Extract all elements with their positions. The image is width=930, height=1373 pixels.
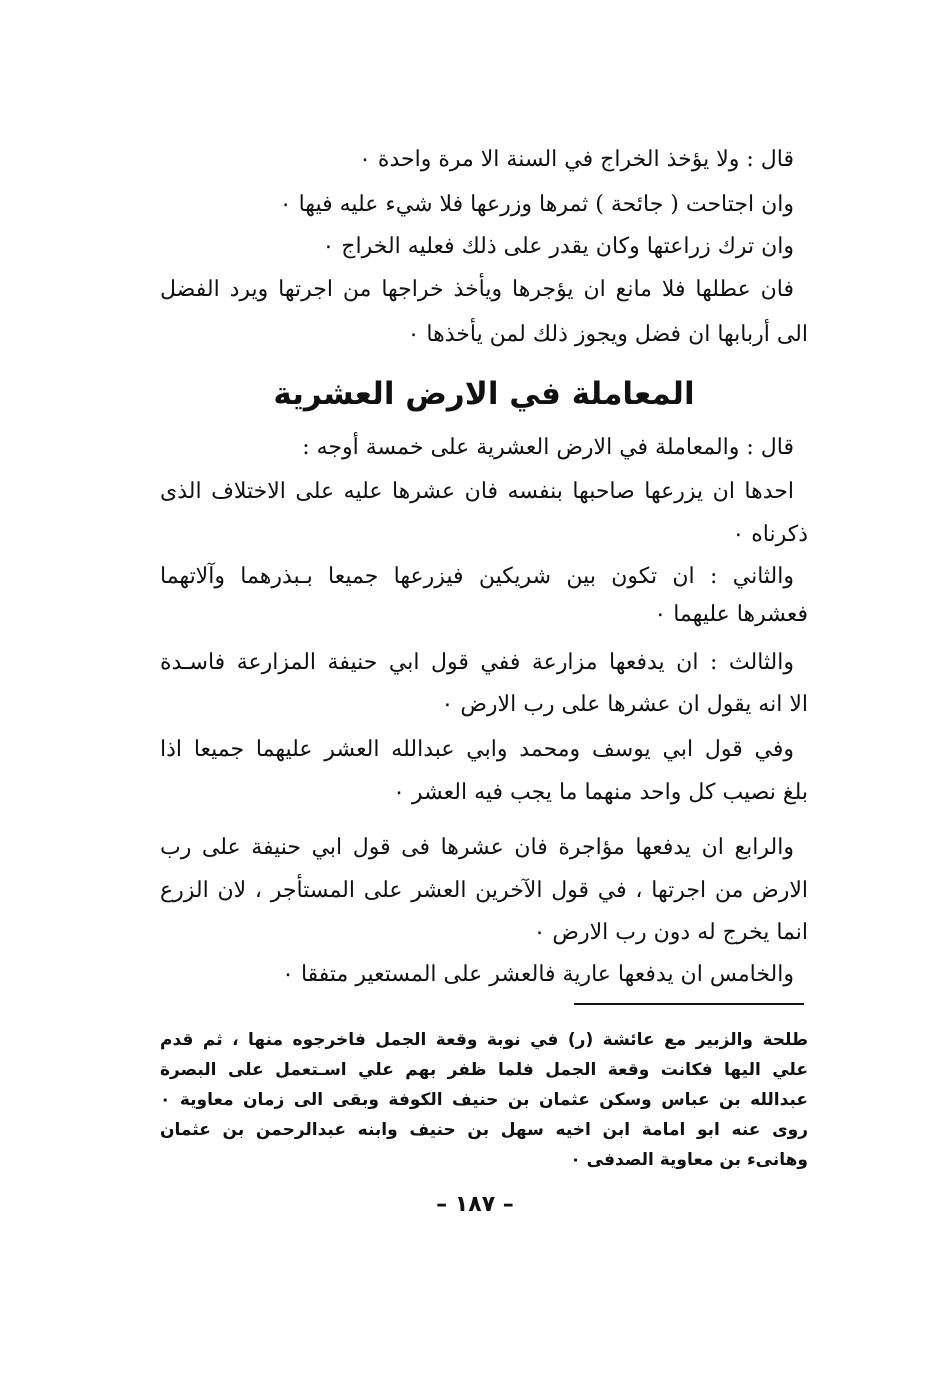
text-line: احدها ان يزرعها صاحبها بنفسه فان عشرها عليه على الاختلاف الذى [160, 479, 794, 504]
section-heading: المعاملة في الارض العشرية [273, 376, 695, 412]
text-line: والثالث : ان يدفعها مزارعة ففي قول ابي حنيفة المزارعة فاسـدة [160, 650, 794, 675]
text-line: وان اجتاحت ( جائحة ) ثمرها وزرعها فلا شيء عليه فيها ٠ [279, 192, 794, 217]
section-body [160, 0, 808, 1000]
text-line: الا انه يقول ان عشرها على رب الارض ٠ [441, 692, 808, 717]
footnote-line: عبدالله بن عباس وسكن عثمان بن حنيف الكوفة وبقى الى زمان معاوية ٠ [160, 1090, 808, 1110]
footnote-divider [574, 1003, 804, 1005]
text-line: قال : والمعاملة في الارض العشرية على خمسة أوجه : [302, 435, 794, 460]
footnote-line: علي اليها فكانت وقعة الجمل فلما ظفر بهم علي اسـتعمل على البصرة [160, 1060, 808, 1080]
text-line: والخامس ان يدفعها عارية فالعشر على المستعير متفقا ٠ [282, 962, 794, 987]
footnote-line: روى عنه ابو امامة ابن اخيه سهل بن حنيف وابنه عبدالرحمن بن عثمان [160, 1120, 808, 1140]
text-line: والرابع ان يدفعها مؤاجرة فان عشرها فى قول ابي حنيفة على رب [160, 835, 794, 860]
text-line: وفي قول ابي يوسف ومحمد وابي عبدالله العشر عليهما جميعا اذا [160, 737, 794, 762]
text-line: قال : ولا يؤخذ الخراج في السنة الا مرة واحدة ٠ [359, 147, 794, 172]
text-line: فعشرها عليهما ٠ [654, 602, 808, 627]
text-line: ذكرناه ٠ [732, 522, 808, 547]
text-line: فان عطلها فلا مانع ان يؤجرها ويأخذ خراجها من اجرتها ويرد الفضل [160, 277, 794, 302]
text-line: والثاني : ان تكون بين شريكين فيزرعها جميعا بـبذرهما وآلاتهما [160, 564, 794, 589]
footnote-line: وهانىء بن معاوية الصدفى ٠ [570, 1150, 808, 1170]
footnote-line: طلحة والزبير مع عائشة (ر) في نوبة وقعة الجمل فاخرجوه منها ، ثم قدم [160, 1030, 808, 1050]
footnote [160, 1020, 808, 1190]
text-line: الارض من اجرتها ، في قول الآخرين العشر على المستأجر ، لان الزرع [160, 878, 808, 903]
text-line: انما يخرج له دون رب الارض ٠ [533, 920, 808, 945]
text-line: الى أربابها ان فضل ويجوز ذلك لمن يأخذها ٠ [407, 322, 808, 347]
text-line: وان ترك زراعتها وكان يقدر على ذلك فعليه الخراج ٠ [322, 234, 794, 259]
text-line: بلغ نصيب كل واحد منهما ما يجب فيه العشر ٠ [393, 780, 808, 805]
page-number: – ۱۸۷ – [436, 1192, 514, 1217]
